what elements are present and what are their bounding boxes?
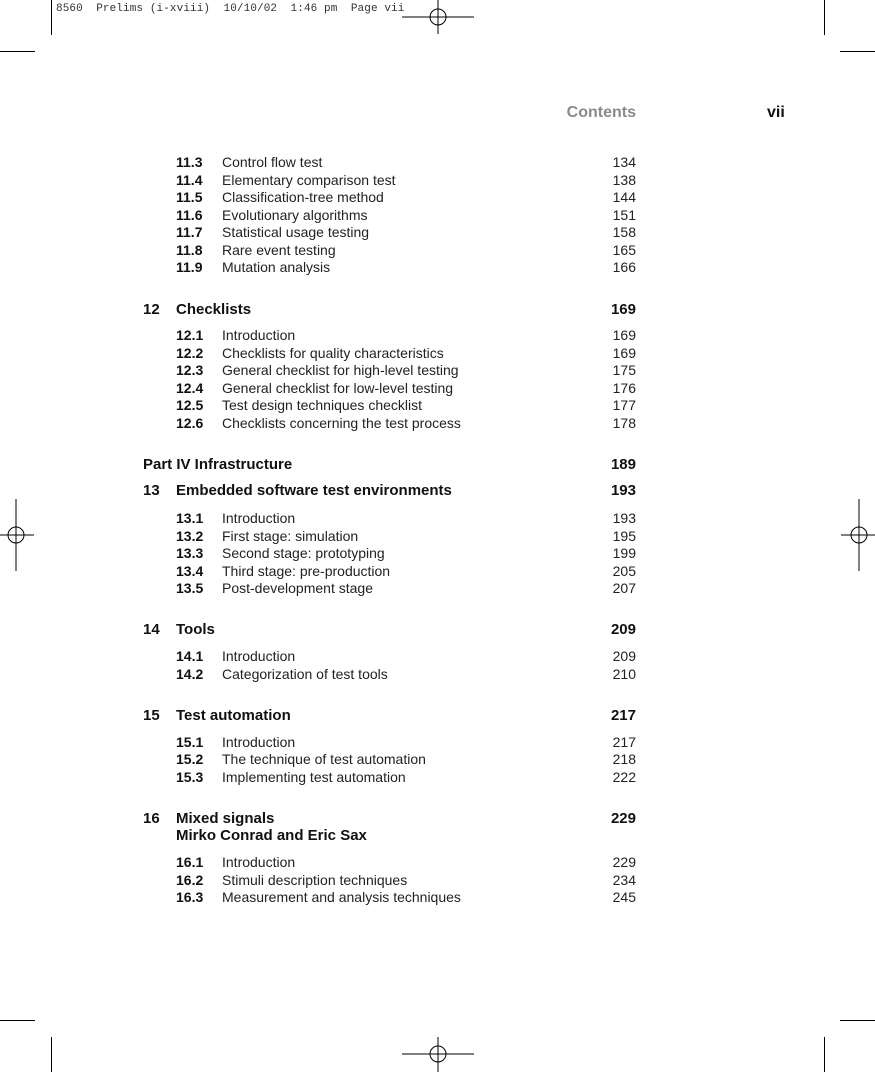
- entry-title: General checklist for low-level testing: [222, 380, 454, 396]
- entry-title: Stimuli description techniques: [222, 872, 408, 888]
- chapter-title: Test automation: [176, 707, 291, 724]
- entry-page: 222: [612, 769, 636, 785]
- entry-page: 177: [612, 397, 636, 413]
- entry-title: Implementing test automation: [222, 769, 406, 785]
- entry-title: The technique of test automation: [222, 751, 426, 767]
- entry-page: 165: [612, 242, 636, 258]
- toc-entry-12-1: [176, 326, 636, 344]
- toc-entry-11-8: [176, 241, 636, 259]
- entry-number: 16.1: [176, 854, 204, 870]
- chapter-title: Tools: [176, 621, 215, 638]
- entry-page: 234: [612, 872, 636, 888]
- chapter-page: 209: [610, 621, 636, 638]
- printer-slug: 8560 Prelims (i-xviii) 10/10/02 1:46 pm Page vii: [56, 3, 405, 15]
- running-head-section: Contents: [566, 104, 636, 121]
- entry-number: 16.3: [176, 889, 204, 905]
- entry-number: 13.4: [176, 563, 204, 579]
- entry-page: 169: [612, 327, 636, 343]
- chapter-number: 15: [143, 707, 160, 724]
- toc-entry-14-2: [176, 665, 636, 683]
- entry-title: Introduction: [222, 510, 296, 526]
- entry-title: First stage: simulation: [222, 528, 359, 544]
- entry-page: 195: [612, 528, 636, 544]
- toc-entry-12-5: [176, 396, 636, 414]
- chapter-number: 14: [143, 621, 160, 638]
- entry-page: 144: [612, 189, 636, 205]
- entry-page: 199: [612, 545, 636, 561]
- entry-title: Third stage: pre-production: [222, 563, 391, 579]
- entry-title: Categorization of test tools: [222, 666, 388, 682]
- entry-title: Introduction: [222, 734, 296, 750]
- entry-title: Statistical usage testing: [222, 224, 370, 240]
- entry-number: 11.7: [176, 224, 203, 240]
- toc-entry-13-3: [176, 544, 636, 562]
- entry-number: 12.6: [176, 415, 204, 431]
- toc-entry-11-4: [176, 171, 636, 189]
- toc-entry-16-2: [176, 871, 636, 889]
- entry-number: 12.1: [176, 327, 204, 343]
- entry-page: 169: [612, 345, 636, 361]
- chapter-number: 13: [143, 482, 160, 499]
- entry-number: 11.5: [176, 189, 203, 205]
- toc-entry-13-4: [176, 562, 636, 580]
- toc-entry-15-3: [176, 768, 636, 786]
- toc-chapter-12: [143, 300, 636, 320]
- part-title: Part IV Infrastructure: [143, 456, 293, 473]
- toc-entry-11-3: [176, 153, 636, 171]
- entry-number: 13.2: [176, 528, 204, 544]
- entry-title: Introduction: [222, 648, 296, 664]
- entry-page: 218: [612, 751, 636, 767]
- entry-number: 12.4: [176, 380, 204, 396]
- toc-chapter-14: [143, 620, 636, 640]
- entry-page: 217: [612, 734, 636, 750]
- entry-page: 229: [612, 854, 636, 870]
- chapter-number: 16: [143, 810, 160, 827]
- toc-entry-12-2: [176, 344, 636, 362]
- chapter-title: Embedded software test environments: [176, 482, 452, 499]
- entry-title: Control flow test: [222, 154, 323, 170]
- toc-entry-16-1: [176, 853, 636, 871]
- entry-number: 15.2: [176, 751, 204, 767]
- toc-entry-13-1: [176, 509, 636, 527]
- entry-page: 134: [612, 154, 636, 170]
- entry-title: Test design techniques checklist: [222, 397, 422, 413]
- toc-part-4: [143, 455, 636, 475]
- toc-chapter-13: [143, 481, 636, 501]
- entry-page: 193: [612, 510, 636, 526]
- entry-title: Elementary comparison test: [222, 172, 396, 188]
- toc-entry-15-2: [176, 750, 636, 768]
- entry-page: 209: [612, 648, 636, 664]
- chapter-title: Checklists: [176, 301, 252, 318]
- chapter-page: 193: [610, 482, 636, 499]
- entry-number: 11.6: [176, 207, 203, 223]
- entry-number: 14.2: [176, 666, 204, 682]
- running-head-page-number: vii: [767, 104, 785, 121]
- entry-page: 178: [612, 415, 636, 431]
- entry-number: 11.8: [176, 242, 203, 258]
- entry-title: Introduction: [222, 327, 296, 343]
- entry-page: 151: [612, 207, 636, 223]
- toc-entry-11-7: [176, 223, 636, 241]
- entry-title: Classification-tree method: [222, 189, 384, 205]
- chapter-page: 169: [610, 301, 636, 318]
- entry-number: 15.3: [176, 769, 204, 785]
- chapter-authors: Mirko Conrad and Eric Sax: [176, 827, 367, 844]
- toc-chapter-15: [143, 706, 636, 726]
- entry-page: 245: [612, 889, 636, 905]
- entry-number: 12.2: [176, 345, 204, 361]
- toc-entry-12-4: [176, 379, 636, 397]
- chapter-page: 229: [610, 810, 636, 827]
- entry-number: 11.4: [176, 172, 203, 188]
- entry-number: 11.9: [176, 259, 203, 275]
- entry-title: General checklist for high-level testing: [222, 362, 459, 378]
- toc-entry-12-6: [176, 414, 636, 432]
- toc-entry-11-9: [176, 258, 636, 276]
- toc-entry-11-5: [176, 188, 636, 206]
- entry-page: 158: [612, 224, 636, 240]
- entry-title: Checklists for quality characteristics: [222, 345, 444, 361]
- chapter-title: Mixed signals: [176, 810, 275, 827]
- entry-number: 13.5: [176, 580, 204, 596]
- toc-entry-16-3: [176, 888, 636, 906]
- entry-title: Measurement and analysis techniques: [222, 889, 461, 905]
- chapter-number: 12: [143, 301, 160, 318]
- entry-number: 13.3: [176, 545, 204, 561]
- entry-page: 176: [612, 380, 636, 396]
- entry-number: 16.2: [176, 872, 204, 888]
- part-page: 189: [610, 456, 636, 473]
- toc-entry-14-1: [176, 647, 636, 665]
- entry-title: Introduction: [222, 854, 296, 870]
- entry-page: 175: [612, 362, 636, 378]
- entry-number: 12.3: [176, 362, 204, 378]
- entry-page: 166: [612, 259, 636, 275]
- entry-title: Evolutionary algorithms: [222, 207, 368, 223]
- entry-number: 15.1: [176, 734, 204, 750]
- entry-number: 12.5: [176, 397, 204, 413]
- entry-page: 138: [612, 172, 636, 188]
- entry-page: 207: [612, 580, 636, 596]
- entry-number: 11.3: [176, 154, 203, 170]
- entry-title: Checklists concerning the test process: [222, 415, 461, 431]
- entry-number: 14.1: [176, 648, 204, 664]
- toc-entry-13-5: [176, 579, 636, 597]
- entry-page: 205: [612, 563, 636, 579]
- entry-title: Rare event testing: [222, 242, 336, 258]
- toc-entry-11-6: [176, 206, 636, 224]
- entry-title: Mutation analysis: [222, 259, 331, 275]
- toc-entry-15-1: [176, 733, 636, 751]
- toc-entry-12-3: [176, 361, 636, 379]
- toc-chapter-16: [143, 809, 636, 847]
- toc-entry-13-2: [176, 527, 636, 545]
- chapter-page: 217: [610, 707, 636, 724]
- entry-title: Second stage: prototyping: [222, 545, 385, 561]
- entry-page: 210: [612, 666, 636, 682]
- entry-number: 13.1: [176, 510, 204, 526]
- entry-title: Post-development stage: [222, 580, 373, 596]
